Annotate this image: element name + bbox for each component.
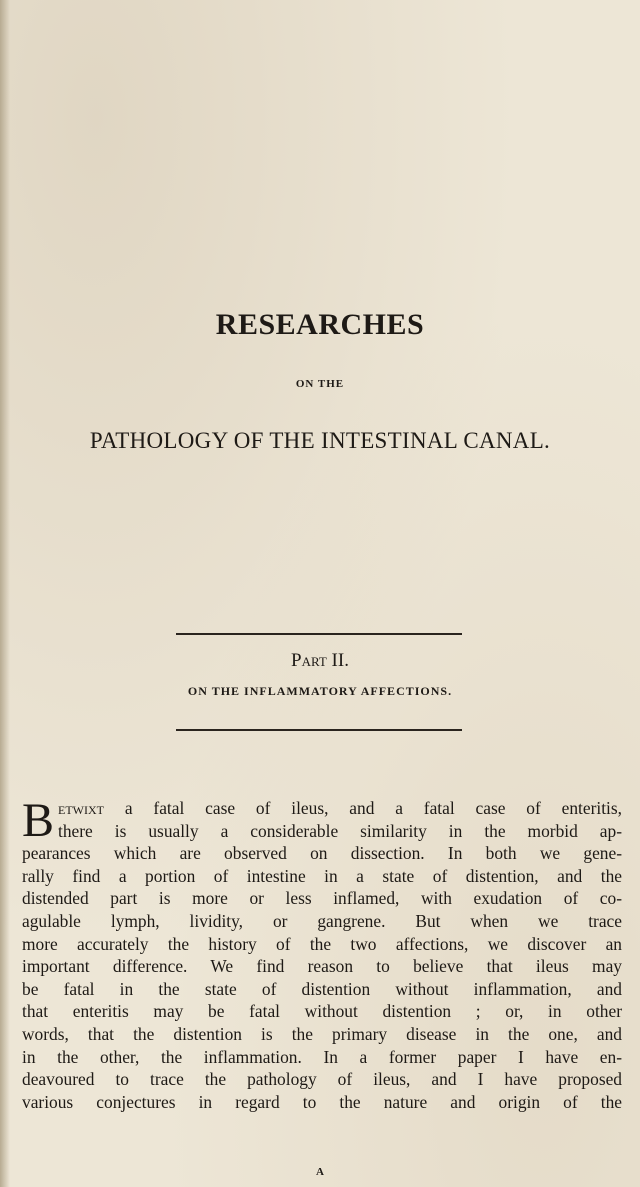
book-subtitle: PATHOLOGY OF THE INTESTINAL CANAL. — [89, 428, 551, 453]
first-line-text: a fatal case of ileus, and a fatal case of enteritis, — [104, 798, 622, 818]
body-line: in the other, the inflammation. In a former paper I have en- — [22, 1046, 622, 1067]
signature-mark: A — [316, 1166, 324, 1178]
body-paragraph — [22, 794, 622, 1113]
body-line: deavoured to trace the pathology of ileus, and I have proposed — [22, 1069, 622, 1090]
first-word-smallcaps: etwixt — [58, 798, 104, 818]
body-line: rally find a portion of intestine in a state of distention, and the — [22, 865, 622, 886]
body-line: more accurately the history of the two affections, we discover an — [22, 933, 622, 954]
body-line: words, that the distention is the primary disease in the one, and — [22, 1023, 622, 1044]
title-connector: ON THE — [295, 378, 345, 390]
book-title: RESEARCHES — [215, 308, 425, 341]
drop-cap: B — [22, 794, 55, 847]
body-line: agulable lymph, lividity, or gangrene. But when we trace — [22, 910, 622, 931]
body-line: pearances which are observed on dissection. In both we gene- — [22, 843, 622, 864]
divider-top — [176, 633, 462, 635]
page-edge-shadow — [0, 0, 10, 1187]
body-line: be fatal in the state of distention without inflammation, and — [22, 978, 622, 999]
body-line: distended part is more or less inflamed, with exudation of co- — [22, 888, 622, 909]
body-line: various conjectures in regard to the nature and origin of the — [22, 1091, 622, 1112]
body-line: there is usually a considerable similarity in the morbid ap- — [58, 820, 622, 841]
part-title: ON THE INFLAMMATORY AFFECTIONS. — [187, 684, 453, 698]
body-line: important difference. We find reason to believe that ileus may — [22, 956, 622, 977]
body-line: that enteritis may be fatal without distention ; or, in other — [22, 1001, 622, 1022]
part-heading: Part II. — [291, 650, 349, 671]
divider-bottom — [176, 729, 462, 731]
